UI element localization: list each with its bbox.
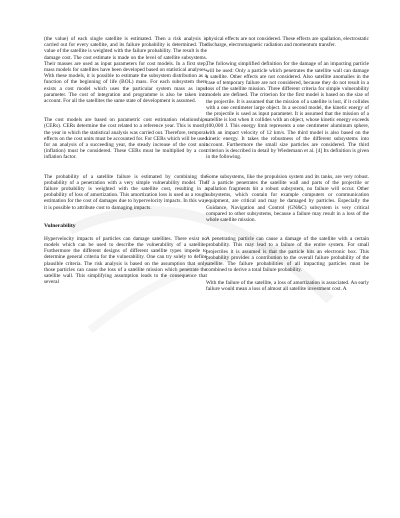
left-paragraph-3: The probability of a satellite failure is estimated by combining the probability of a penetration with a very simple vulnerability model. The failure probability is weighted with the satellite cost, resulting in a probability of loss of amortization. This amortization loss is used as a rough estimation for the cost of damages due to hypervelocity impacts. In this way it is possible to attribute cost to damaging impacts. <box>44 173 207 211</box>
right-paragraph-2: The following simplified definition for the damage of an impacting particle will be used: Only a particle which penetrates the satellite wall can damage a satellite. Other effects are not considered. Also satellite anomalies in the case of temporary failure are not considered, because they do not result in a loss of the satellite mission. Three different criteria for simple vulnerability models are defined. The criterion for the first model is based on the size of the projectile. It is assumed that the mission of a satellite is lost, if it collides with a one centimeter large object. In a second model, the kinetic energy of the projectile is used as input parameter. It is assumed that the mission of a satellite is lost when it collides with an object, whose kinetic energy exceeds 100,000 J. This energy limit represents a one centimeter aluminum sphere, with an impact velocity of 12 km/s. The third model is also based on the kinetic energy. It takes the robustness of the different subsystems into account. Furthermore the small size particles are considered. The third criterion is described in detail by Wiedemann et al. [4] Its definition is given in the following. <box>206 61 369 161</box>
section-heading-vulnerability: Vulnerability <box>44 222 76 229</box>
right-paragraph-1: physical effects are not considered. These effects are spallation, electrostatic discharge, electromagnetic radiation and momentum transfer. <box>206 36 369 49</box>
left-paragraph-4: Hypervelocity impacts of particles can damage satellites. There exist no models which can be used to describe the vulnerability of a satellite. Furthermore the different designs of different satellite types impede to determine general criteria for the vulnerability. One can try solely to define plausible criteria. The risk analysis is based on the assumption that only those particles can cause the loss of a satellite mission which penetrate the satellite wall. This simplifying assumption leads to the consequence that several <box>44 235 207 286</box>
right-column <box>206 36 369 298</box>
right-paragraph-5: With the failure of the satellite, a loss of amortization is associated. An early failure would mean a loss of almost all satellite investment cost. A <box>206 279 369 292</box>
left-paragraph-2: The cost models are based on parametric cost estimation relationships (CERs). CERs determine the cost related to a reference year. This is mostly the year in which the statistical analysis was carried out. Therefore, temporal effects on the cost units must be accounted for. For CERs which will be used for an analysis of a succeeding year, the steady increase of the cost unit (inflation) must be considered. These CERs must be multiplied by a cost inflation factor. <box>44 117 207 161</box>
right-paragraph-3: Some subsystems, like the propulsion system and its tanks, are very robust. If a particle penetrates the satellite wall and parts of the projectile or spallation fragments hit a robust subsystem, no failure will occur. Other subsystems, which contain for example computers or communication equipment, are critical and may be damaged by particles. Especially the Guidance, Navigation and Control (GN&C) subsystem is very critical compared to other subsystems, because a failure may result in a loss of the whole satellite mission. <box>206 173 369 224</box>
left-column <box>44 36 207 292</box>
left-paragraph-1: (the value) of each single satellite is estimated. Then a risk analysis is carried out for every satellite, and its failure probability is determined. The value of the satellite is weighted with the failure probability. The result is the damage cost. The cost estimate is made on the level of satellite subsystems. Their masses are used as input parameters for cost models. In a first step, mass models for satellites have been developed based on statistical analyses. With these models, it is possible to estimate the subsystem distribution as a function of the beginning of life (BOL) mass. For each subsystem there exists a cost model which uses the particular system mass as input parameter. The cost of integration and programme is also be taken into account. For all the satellites the same state of development is assumed. <box>44 36 207 105</box>
right-paragraph-4: A penetrating particle can cause a damage of the satellite with a certain probability. This may lead to a failure of the entire system. For small projectiles it is assumed is that the particle hits an electronic box. This probability provides a contribution to the overall failure probability of the satellite. The failure probabilities of all impacting particles must be combined to derive a total failure probability. <box>206 236 369 274</box>
